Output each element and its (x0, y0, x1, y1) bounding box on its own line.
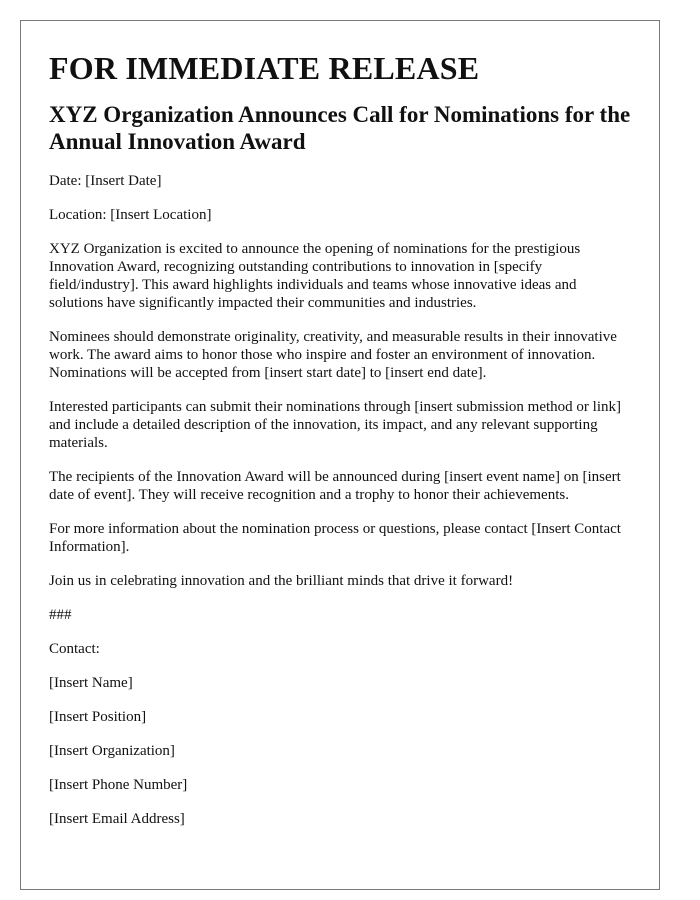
contact-label: Contact: (49, 641, 100, 657)
date-line: Date: [Insert Date] (49, 173, 162, 189)
contact-organization: [Insert Organization] (49, 743, 175, 759)
contact-email: [Insert Email Address] (49, 811, 185, 827)
press-release-page (20, 20, 660, 890)
end-mark: ### (49, 607, 72, 623)
release-title: XYZ Organization Announces Call for Nominations for the Annual Innovation Award (49, 102, 631, 154)
location-line: Location: [Insert Location] (49, 207, 212, 223)
body-paragraph-announcement: The recipients of the Innovation Award will be announced during [insert event name] on [insert date of event]. They will receive recognition and a trophy to honor their achievements. (49, 469, 621, 503)
body-paragraph-closing: Join us in celebrating innovation and the brilliant minds that drive it forward! (49, 573, 514, 589)
body-paragraph-intro: XYZ Organization is excited to announce the opening of nominations for the prestigious Innovation Award, recognizing outstanding contributions to innovation in [specify field/industry]. This award highlights individuals and teams whose innovative ideas and solutions have significantly impacted their communities and industries. (49, 241, 581, 311)
release-headline: FOR IMMEDIATE RELEASE (49, 50, 480, 86)
contact-position: [Insert Position] (49, 709, 147, 725)
body-paragraph-criteria: Nominees should demonstrate originality, creativity, and measurable results in their innovative work. The award aims to honor those who inspire and foster an environment of innovation. Nominations will be accepted from [insert start date] to [insert end date]. (49, 329, 617, 381)
body-paragraph-submission: Interested participants can submit their nominations through [insert submission method or link] and include a detailed description of the innovation, its impact, and any relevant supporting materials. (49, 399, 621, 451)
body-paragraph-contact-info: For more information about the nomination process or questions, please contact [Insert Contact Information]. (49, 521, 621, 555)
contact-phone: [Insert Phone Number] (49, 777, 188, 793)
contact-name: [Insert Name] (49, 675, 133, 691)
